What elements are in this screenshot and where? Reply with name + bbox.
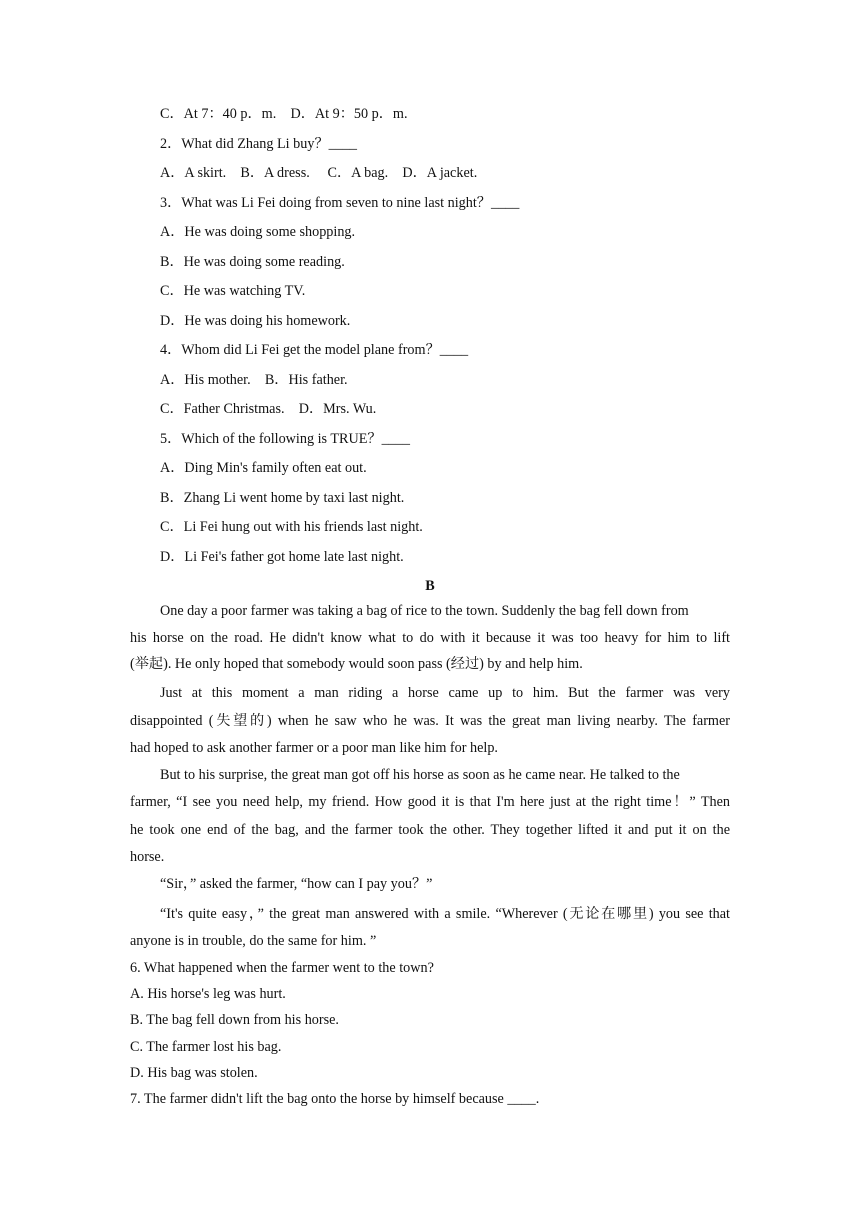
option-line: A．A skirt. B．A dress. C．A bag. D．A jacket. [160, 165, 478, 181]
option-line: D．Li Fei's father got home late last night. [160, 549, 404, 565]
passage-line: (举起). He only hoped that somebody would soon pass (经过) by and help him. [130, 656, 583, 672]
passage-line: had hoped to ask another farmer or a poor man like him for help. [130, 740, 498, 756]
option-line: C. The farmer lost his bag. [130, 1039, 282, 1055]
question-6: 6. What happened when the farmer went to the town? [130, 960, 434, 976]
passage-line: farmer, “I see you need help, my friend. How good it is that I'm here just at the right time！” Then [130, 794, 730, 810]
option-line: A. His horse's leg was hurt. [130, 986, 286, 1002]
option-line: C．He was watching TV. [160, 283, 306, 299]
passage-line: horse. [130, 849, 165, 865]
option-line: D．He was doing his homework. [160, 313, 351, 329]
option-line: B. The bag fell down from his horse. [130, 1012, 339, 1028]
question-2: 2．What did Zhang Li buy？____ [160, 136, 358, 152]
question-7: 7. The farmer didn't lift the bag onto the horse by himself because ____. [130, 1091, 540, 1107]
option-line: A．Ding Min's family often eat out. [160, 460, 367, 476]
question-4: 4．Whom did Li Fei get the model plane from？____ [160, 342, 469, 358]
option-line: A．He was doing some shopping. [160, 224, 356, 240]
passage-line: But to his surprise, the great man got off his horse as soon as he came near. He talked to the [160, 767, 680, 783]
option-line: D. His bag was stolen. [130, 1065, 258, 1081]
option-line: B．He was doing some reading. [160, 254, 345, 270]
passage-line: One day a poor farmer was taking a bag of rice to the town. Suddenly the bag fell down from [160, 603, 689, 619]
passage-line: “It's quite easy，” the great man answered with a smile. “Wherever (无论在哪里) you see that [160, 906, 730, 922]
question-5: 5．Which of the following is TRUE？____ [160, 431, 410, 447]
option-line: B．Zhang Li went home by taxi last night. [160, 490, 405, 506]
option-line: A．His mother. B．His father. [160, 372, 348, 388]
passage-line: he took one end of the bag, and the farmer took the other. They together lifted it and put it on the [130, 822, 730, 838]
option-line: C．At 7：40 p．m. D．At 9：50 p．m. [160, 106, 408, 122]
passage-line: his horse on the road. He didn't know what to do with it because it was too heavy for him to lift [130, 630, 730, 646]
option-line: C．Li Fei hung out with his friends last night. [160, 519, 423, 535]
question-3: 3．What was Li Fei doing from seven to nine last night？____ [160, 195, 520, 211]
passage-line: disappointed (失望的) when he saw who he was. It was the great man living nearby. The farmer [130, 713, 730, 729]
passage-line: “Sir，” asked the farmer, “how can I pay you？” [160, 876, 433, 892]
passage-line: anyone is in trouble, do the same for him. ” [130, 933, 377, 949]
option-line: C．Father Christmas. D．Mrs. Wu. [160, 401, 377, 417]
passage-line: Just at this moment a man riding a horse came up to him. But the farmer was very [160, 685, 730, 701]
section-heading: B [425, 578, 435, 594]
